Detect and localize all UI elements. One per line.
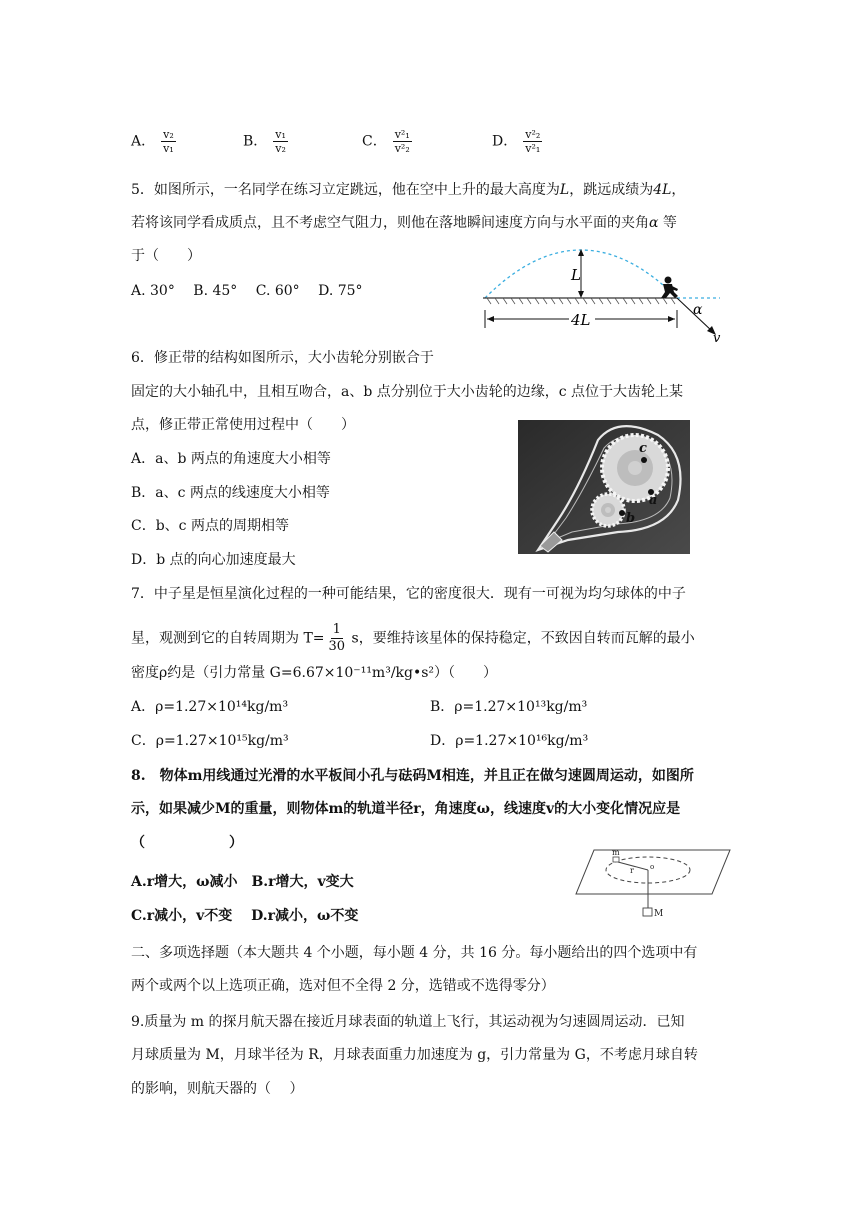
- q7-line-1: 7．中子星是恒星演化过程的一种可能结果，它的密度很大．现有一可视为均匀球体的中子: [131, 586, 686, 602]
- q4-option-a-fraction: $\frac{\text{v₂}}{\text{v₁}}$: [163, 128, 174, 155]
- q8-options-cd: C.r减小，v不变 D.r减小，ω不变: [131, 908, 359, 924]
- q8-options-ab: A.r增大，ω减小 B.r增大，v变大: [131, 874, 354, 890]
- q5-line-3: 于（ ）: [131, 248, 201, 264]
- q7-line-3: 密度ρ约是（引力常量 G=6.67×10⁻¹¹m³/kg•s²）（ ）: [131, 665, 498, 681]
- center-label: o: [650, 863, 655, 871]
- jumper-icon: [661, 277, 678, 299]
- q7-option-b: B．ρ=1.27×10¹³kg/m³: [430, 699, 588, 715]
- mass-m-label: m: [612, 848, 620, 857]
- mass-M-label: M: [654, 909, 664, 919]
- point-c-label: c: [639, 441, 647, 456]
- q5-line-1: 5．如图所示，一名同学在练习立定跳远，他在空中上升的最大高度为L，跳远成绩为4L，: [131, 182, 686, 198]
- q6-option-a: A．a、b 两点的角速度大小相等: [131, 451, 331, 467]
- q7-period-fraction: $\frac{1}{30}$: [328, 622, 346, 654]
- point-a-label: a: [649, 493, 658, 508]
- q9-line-2: 月球质量为 M，月球半径为 R，月球表面重力加速度为 g，引力常量为 G，不考虑月球自转: [131, 1047, 698, 1063]
- q8-circular-motion-figure: [572, 842, 732, 922]
- q8-line-1: 8. 物体m用线通过光滑的水平板间小孔与砝码M相连，并且正在做匀速圆周运动，如图所: [131, 768, 694, 784]
- q8-line-2: 示，如果减少M的重量，则物体m的轨道半径r，角速度ω，线速度v的大小变化情况应是: [131, 801, 681, 817]
- height-label: L: [571, 266, 581, 284]
- point-b-label: b: [626, 511, 636, 526]
- q4-option-a: A． $\frac{\text{v₂}}{\text{v₁}}$: [131, 128, 174, 155]
- q9-line-3: 的影响，则航天器的（ ）: [131, 1081, 304, 1097]
- q4-option-b: B． $\frac{\text{v₁}}{\text{v₂}}$: [243, 128, 286, 155]
- small-gear-icon: [592, 494, 624, 526]
- q6-correction-tape-figure: [518, 420, 690, 554]
- q8-line-3: （ ）: [131, 835, 243, 851]
- q5-line-2: 若将该同学看成质点，且不考虑空气阻力，则他在落地瞬间速度方向与水平面的夹角α 等: [131, 215, 677, 231]
- width-label: 4L: [571, 311, 591, 329]
- q4-option-b-fraction: $\frac{\text{v₁}}{\text{v₂}}$: [275, 128, 286, 155]
- q4-option-d-fraction: $\frac{\text{v²₂}}{\text{v²₁}}$: [525, 128, 541, 155]
- velocity-label: v: [713, 331, 721, 342]
- q6-line-2: 固定的大小轴孔中，且相互吻合，a、b 点分别位于大小齿轮的边缘，c 点位于大齿轮上某: [131, 384, 684, 400]
- q6-option-d: D．b 点的向心加速度最大: [131, 552, 296, 568]
- section-2-line-2: 两个或两个以上选项正确，选对但不全得 2 分，选错或不选得零分）: [131, 978, 555, 994]
- q4-option-d: D． $\frac{\text{v²₂}}{\text{v²₁}}$: [492, 128, 541, 155]
- q4-option-c-fraction: $\frac{\text{v²₁}}{\text{v²₂}}$: [394, 128, 410, 155]
- q7-option-d: D．ρ=1.27×10¹⁶kg/m³: [430, 733, 589, 749]
- q7-line-2: 星，观测到它的自转周期为 T= $\frac{1}{30}$ s，要维持该星体的保持稳定，不致因自转而瓦解的最小: [131, 622, 695, 654]
- q6-option-c: C．b、c 两点的周期相等: [131, 518, 289, 534]
- q4-option-c: C． $\frac{\text{v²₁}}{\text{v²₂}}$: [362, 128, 410, 155]
- q5-long-jump-figure: [475, 232, 730, 342]
- q6-line-1: 6．修正带的结构如图所示，大小齿轮分别嵌合于: [131, 350, 434, 366]
- angle-label: α: [693, 302, 703, 318]
- large-gear-icon: [602, 435, 668, 501]
- q7-option-a: A．ρ=1.27×10¹⁴kg/m³: [131, 699, 289, 715]
- q5-options: A. 30° B. 45° C. 60° D. 75°: [131, 283, 363, 299]
- section-2-line-1: 二、多项选择题（本大题共 4 个小题，每小题 4 分，共 16 分。每小题给出的四个选项中有: [131, 945, 698, 961]
- radius-label: r: [630, 866, 634, 875]
- q6-line-3: 点，修正带正常使用过程中（ ）: [131, 417, 355, 433]
- q9-line-1: 9.质量为 m 的探月航天器在接近月球表面的轨道上飞行，其运动视为匀速圆周运动．已知: [131, 1014, 685, 1030]
- q7-option-c: C．ρ=1.27×10¹⁵kg/m³: [131, 733, 289, 749]
- q6-option-b: B．a、c 两点的线速度大小相等: [131, 485, 330, 501]
